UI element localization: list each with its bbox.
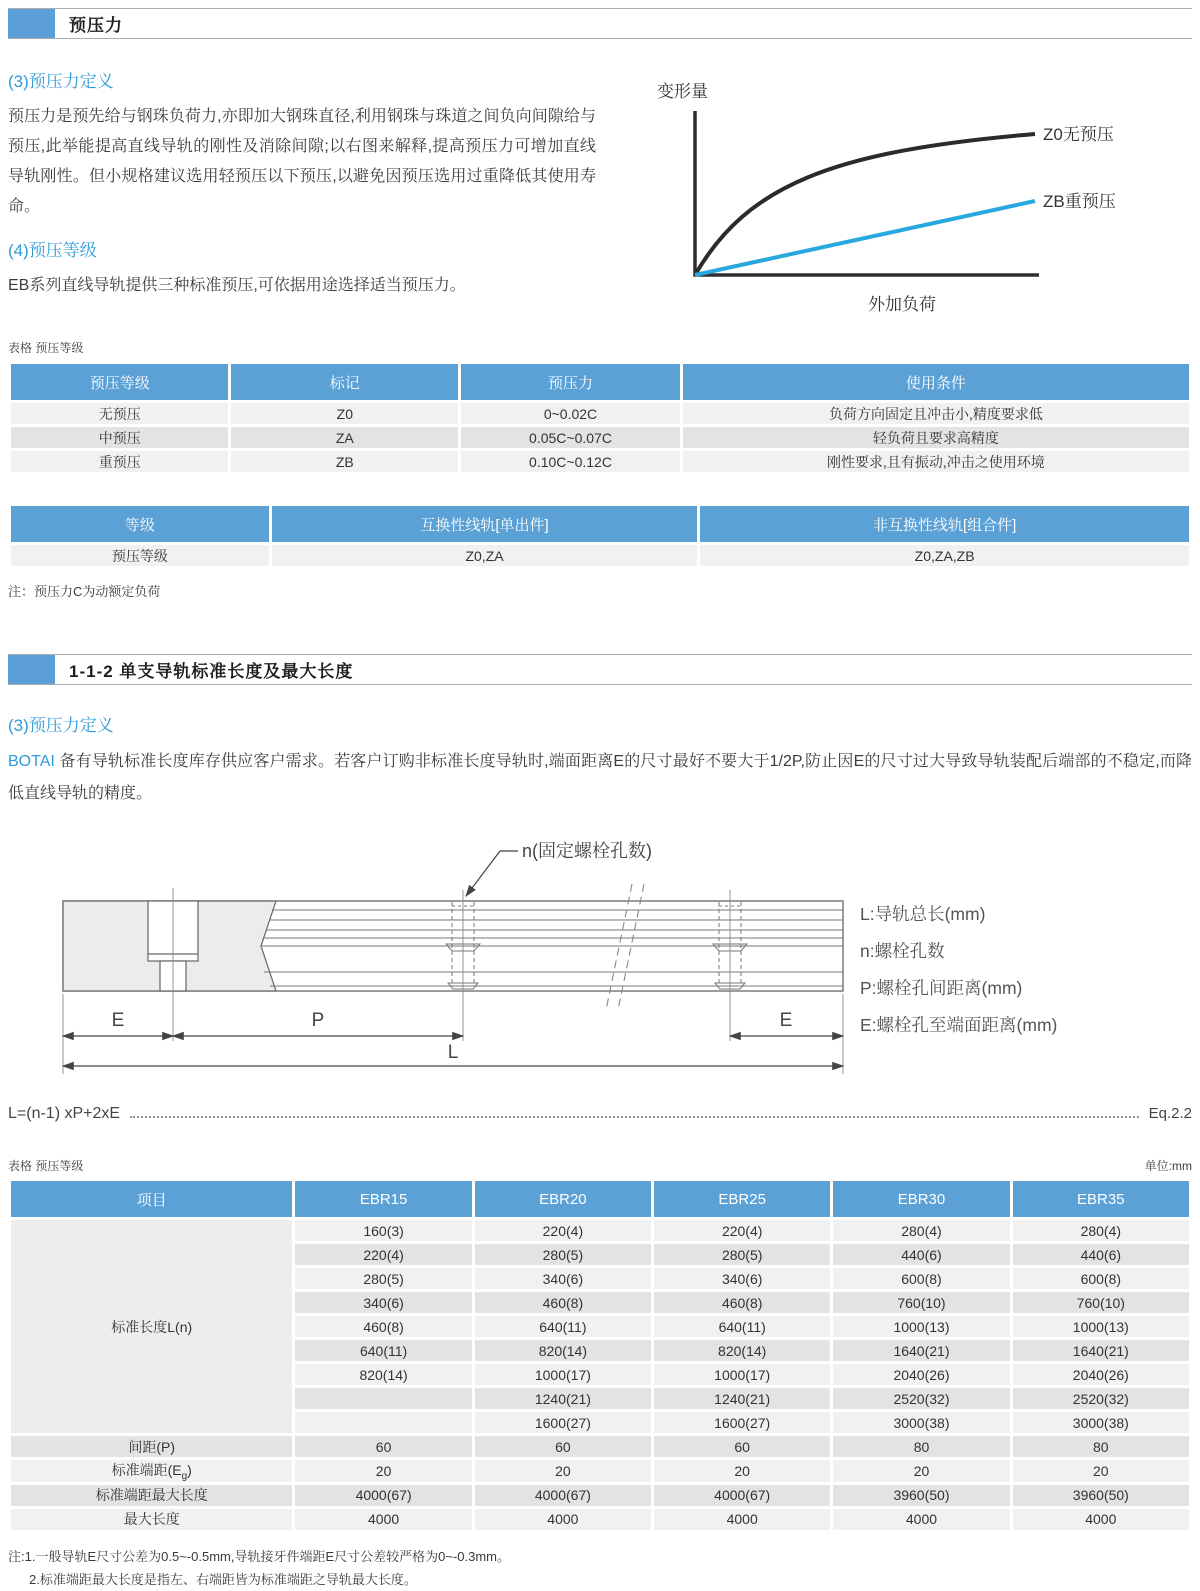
table-cell: Z0,ZA,ZB bbox=[700, 545, 1189, 566]
table-cell: 760(10) bbox=[1013, 1292, 1189, 1313]
table-cell: 轻负荷且要求高精度 bbox=[683, 427, 1189, 448]
legend-line-e: E:螺栓孔至端面距离(mm) bbox=[860, 1015, 1058, 1035]
series-zb-label: ZB重预压 bbox=[1043, 192, 1116, 211]
series-z0-label: Z0无预压 bbox=[1043, 125, 1114, 144]
table-row bbox=[11, 451, 1189, 472]
table-cell: 220(4) bbox=[654, 1220, 830, 1241]
paragraph-standard-length bbox=[8, 746, 1192, 810]
legend-line-p: P:螺栓孔间距离(mm) bbox=[860, 978, 1023, 998]
table-cell: 0.10C~0.12C bbox=[461, 451, 680, 472]
table-cell: 3000(38) bbox=[1013, 1412, 1189, 1433]
table-cell: 1600(27) bbox=[654, 1412, 830, 1433]
table-cell: 340(6) bbox=[295, 1292, 471, 1313]
table-cell: 1000(17) bbox=[654, 1364, 830, 1385]
table-cell: 3000(38) bbox=[833, 1412, 1009, 1433]
table-cell: 280(5) bbox=[475, 1244, 651, 1265]
preload-grade-table bbox=[8, 361, 1192, 475]
column-header: EBR30 bbox=[833, 1181, 1009, 1217]
column-header: EBR20 bbox=[475, 1181, 651, 1217]
column-header: 项目 bbox=[11, 1181, 292, 1217]
table-cell: 3960(50) bbox=[1013, 1485, 1189, 1506]
table-cell: 2040(26) bbox=[833, 1364, 1009, 1385]
column-header: EBR25 bbox=[654, 1181, 830, 1217]
column-header: EBR35 bbox=[1013, 1181, 1189, 1217]
table-cell: 20 bbox=[475, 1460, 651, 1482]
label-text: 标准端距(E bbox=[111, 1462, 182, 1478]
table-cell: 460(8) bbox=[654, 1292, 830, 1313]
table-row bbox=[11, 1460, 1189, 1482]
series-z0-curve bbox=[695, 134, 1035, 275]
table-cell: 中预压 bbox=[11, 427, 228, 448]
table-cell: 4000 bbox=[295, 1509, 471, 1530]
table-cell: 1000(13) bbox=[833, 1316, 1009, 1337]
table-cell: 820(14) bbox=[295, 1364, 471, 1385]
table-cell: ZB bbox=[231, 451, 458, 472]
section-title: 1-1-2 单支导轨标准长度及最大长度 bbox=[69, 662, 354, 681]
paragraph-text: 备有导轨标准长度库存供应客户需求。若客户订购非标准长度导轨时,端面距离E的尺寸最好不要大于1/2P,防止因E的尺寸过大导致导轨装配后端部的不稳定,而降低直线导轨的精度。 bbox=[8, 753, 1192, 802]
table-cell: 4000 bbox=[1013, 1509, 1189, 1530]
footnotes bbox=[8, 1545, 1192, 1591]
table-cell: 280(5) bbox=[654, 1244, 830, 1265]
row-label: 最大长度 bbox=[11, 1509, 292, 1530]
table-cell: 刚性要求,且有振动,冲击之使用环境 bbox=[683, 451, 1189, 472]
chart-axes bbox=[695, 111, 1039, 275]
table-cell: 640(11) bbox=[475, 1316, 651, 1337]
row-label: 标准端距最大长度 bbox=[11, 1485, 292, 1506]
table-cell bbox=[295, 1388, 471, 1409]
preload-text-column bbox=[8, 67, 596, 323]
table-header-row bbox=[11, 506, 1189, 542]
table-cell: 1000(13) bbox=[1013, 1316, 1189, 1337]
table-cell: 预压等级 bbox=[11, 545, 269, 566]
table1-caption: 表格 预压等级 bbox=[8, 341, 84, 355]
column-header: 预压力 bbox=[461, 364, 680, 400]
column-header: EBR15 bbox=[295, 1181, 471, 1217]
subheading-length-definition: (3)预压力定义 bbox=[8, 716, 114, 735]
row-label-standard-length: 标准长度L(n) bbox=[11, 1220, 292, 1433]
table-cell: 2520(32) bbox=[1013, 1388, 1189, 1409]
table-cell: 1000(17) bbox=[475, 1364, 651, 1385]
table-cell: 280(4) bbox=[833, 1220, 1009, 1241]
column-header: 互换性线轨[单出件] bbox=[272, 506, 697, 542]
column-header: 标记 bbox=[231, 364, 458, 400]
stiffness-chart bbox=[647, 67, 1192, 323]
table-cell: 1240(21) bbox=[654, 1388, 830, 1409]
dim-label-l: L bbox=[447, 1042, 459, 1063]
diagram-legend bbox=[860, 904, 1057, 1035]
dotted-leader bbox=[130, 1116, 1139, 1118]
table-cell: 760(10) bbox=[833, 1292, 1009, 1313]
table-cell: 460(8) bbox=[295, 1316, 471, 1337]
table-cell: Z0,ZA bbox=[272, 545, 697, 566]
table-cell: 4000 bbox=[654, 1509, 830, 1530]
table-cell: 4000 bbox=[475, 1509, 651, 1530]
table-cell: 60 bbox=[295, 1436, 471, 1457]
table-cell: 2520(32) bbox=[833, 1388, 1009, 1409]
table-cell: 440(6) bbox=[1013, 1244, 1189, 1265]
table-cell: 20 bbox=[1013, 1460, 1189, 1482]
footnote-2: 2.标准端距最大长度是指左、右端距皆为标准端距之导轨最大长度。 bbox=[29, 1571, 417, 1587]
table-header-row bbox=[11, 1181, 1189, 1217]
table-row bbox=[11, 1509, 1189, 1530]
table-cell: 2040(26) bbox=[1013, 1364, 1189, 1385]
table-cell: 160(3) bbox=[295, 1220, 471, 1241]
table-cell: 460(8) bbox=[475, 1292, 651, 1313]
callout-leader bbox=[466, 851, 518, 896]
section-header-preload bbox=[8, 8, 1192, 39]
column-header: 等级 bbox=[11, 506, 269, 542]
table-row bbox=[11, 1436, 1189, 1457]
subheading-preload-definition: (3)预压力定义 bbox=[8, 72, 114, 91]
table-cell: 负荷方向固定且冲击小,精度要求低 bbox=[683, 403, 1189, 424]
section-marker-square bbox=[8, 655, 55, 684]
table-cell: 4000(67) bbox=[654, 1485, 830, 1506]
table-cell: Z0 bbox=[231, 403, 458, 424]
table-cell bbox=[295, 1412, 471, 1433]
y-axis-label: 变形量 bbox=[657, 82, 708, 101]
table-cell: 80 bbox=[833, 1436, 1009, 1457]
table-row bbox=[11, 545, 1189, 566]
table-cell: 220(4) bbox=[295, 1244, 471, 1265]
table-header-row bbox=[11, 364, 1189, 400]
callout-label: n(固定螺栓孔数) bbox=[522, 841, 652, 861]
paragraph-preload-definition: 预压力是预先给与钢珠负荷力,亦即加大钢珠直径,利用钢珠与珠道之间负向间隙给与预压,此举能提高直线导轨的刚性及消除间隙;以右图来解释,提高预压力可增加直线导轨刚性。但小规格建议选用轻预压以下预压,以避免因预压选用过重降低其使用寿命。 bbox=[8, 108, 596, 215]
table-cell: ZA bbox=[231, 427, 458, 448]
table-cell: 220(4) bbox=[475, 1220, 651, 1241]
label-subscript: g bbox=[181, 1470, 188, 1482]
label-text: ) bbox=[187, 1462, 192, 1478]
dim-label-e-left: E bbox=[111, 1010, 125, 1031]
table-cell: 1240(21) bbox=[475, 1388, 651, 1409]
table-cell: 60 bbox=[654, 1436, 830, 1457]
top-row bbox=[8, 67, 1192, 323]
legend-line-l: L:导轨总长(mm) bbox=[860, 904, 986, 924]
rail-diagram bbox=[8, 826, 1192, 1093]
rail-drawing bbox=[8, 826, 1192, 1088]
table-cell: 重预压 bbox=[11, 451, 228, 472]
table-cell: 640(11) bbox=[654, 1316, 830, 1337]
table-cell: 80 bbox=[1013, 1436, 1189, 1457]
table-cell: 无预压 bbox=[11, 403, 228, 424]
table-cell: 340(6) bbox=[654, 1268, 830, 1289]
table-cell: 280(4) bbox=[1013, 1220, 1189, 1241]
table-cell: 820(14) bbox=[475, 1340, 651, 1361]
brand-name: BOTAI bbox=[8, 753, 55, 770]
table-row bbox=[11, 1485, 1189, 1506]
table-row bbox=[11, 427, 1189, 448]
table-row bbox=[11, 1220, 1189, 1241]
table-cell: 1640(21) bbox=[833, 1340, 1009, 1361]
table-cell: 4000(67) bbox=[475, 1485, 651, 1506]
paragraph-preload-grades: EB系列直线导轨提供三种标准预压,可依据用途选择适当预压力。 bbox=[8, 277, 466, 294]
section-header-standard-length bbox=[8, 654, 1192, 685]
standard-length-table bbox=[8, 1178, 1192, 1533]
column-header: 使用条件 bbox=[683, 364, 1189, 400]
table-cell: 280(5) bbox=[295, 1268, 471, 1289]
length-table-caption-row bbox=[8, 1157, 1192, 1174]
x-axis-label: 外加负荷 bbox=[868, 295, 936, 314]
dim-label-p: P bbox=[311, 1010, 325, 1031]
table-cell: 1640(21) bbox=[1013, 1340, 1189, 1361]
table-cell: 0~0.02C bbox=[461, 403, 680, 424]
chart-column bbox=[596, 67, 1192, 323]
row-label: 间距(P) bbox=[11, 1436, 292, 1457]
table-cell: 3960(50) bbox=[833, 1485, 1009, 1506]
table-cell: 20 bbox=[833, 1460, 1009, 1482]
equation-row bbox=[8, 1105, 1192, 1123]
table-cell: 20 bbox=[295, 1460, 471, 1482]
table-cell: 340(6) bbox=[475, 1268, 651, 1289]
dim-label-e-right: E bbox=[779, 1010, 793, 1031]
equation-formula: L=(n-1) xP+2xE bbox=[8, 1105, 121, 1122]
row-label bbox=[11, 1460, 292, 1482]
footnote-1: 注:1.一般导轨E尺寸公差为0.5~-0.5mm,导轨接牙件端距E尺寸公差较严格为0~-0.3mm。 bbox=[8, 1548, 511, 1564]
table-cell: 820(14) bbox=[654, 1340, 830, 1361]
equation-number: Eq.2.2 bbox=[1148, 1105, 1192, 1122]
length-table-unit: 单位:mm bbox=[1144, 1159, 1192, 1173]
section-marker-square bbox=[8, 9, 55, 38]
table-cell: 4000(67) bbox=[295, 1485, 471, 1506]
table-cell: 20 bbox=[654, 1460, 830, 1482]
column-header: 预压等级 bbox=[11, 364, 228, 400]
legend-line-n: n:螺栓孔数 bbox=[860, 941, 945, 961]
table-cell: 600(8) bbox=[833, 1268, 1009, 1289]
interchangeability-table bbox=[8, 503, 1192, 569]
column-header: 非互换性线轨[组合件] bbox=[700, 506, 1189, 542]
table-cell: 440(6) bbox=[833, 1244, 1009, 1265]
section-title: 预压力 bbox=[69, 16, 123, 35]
table-cell: 600(8) bbox=[1013, 1268, 1189, 1289]
table-row bbox=[11, 403, 1189, 424]
length-table-caption: 表格 预压等级 bbox=[8, 1159, 84, 1173]
subheading-preload-grades: (4)预压等级 bbox=[8, 241, 97, 260]
table-cell: 0.05C~0.07C bbox=[461, 427, 680, 448]
table2-note: 注：预压力C为动额定负荷 bbox=[8, 584, 161, 599]
table-cell: 640(11) bbox=[295, 1340, 471, 1361]
table-cell: 1600(27) bbox=[475, 1412, 651, 1433]
table-cell: 4000 bbox=[833, 1509, 1009, 1530]
table-cell: 60 bbox=[475, 1436, 651, 1457]
